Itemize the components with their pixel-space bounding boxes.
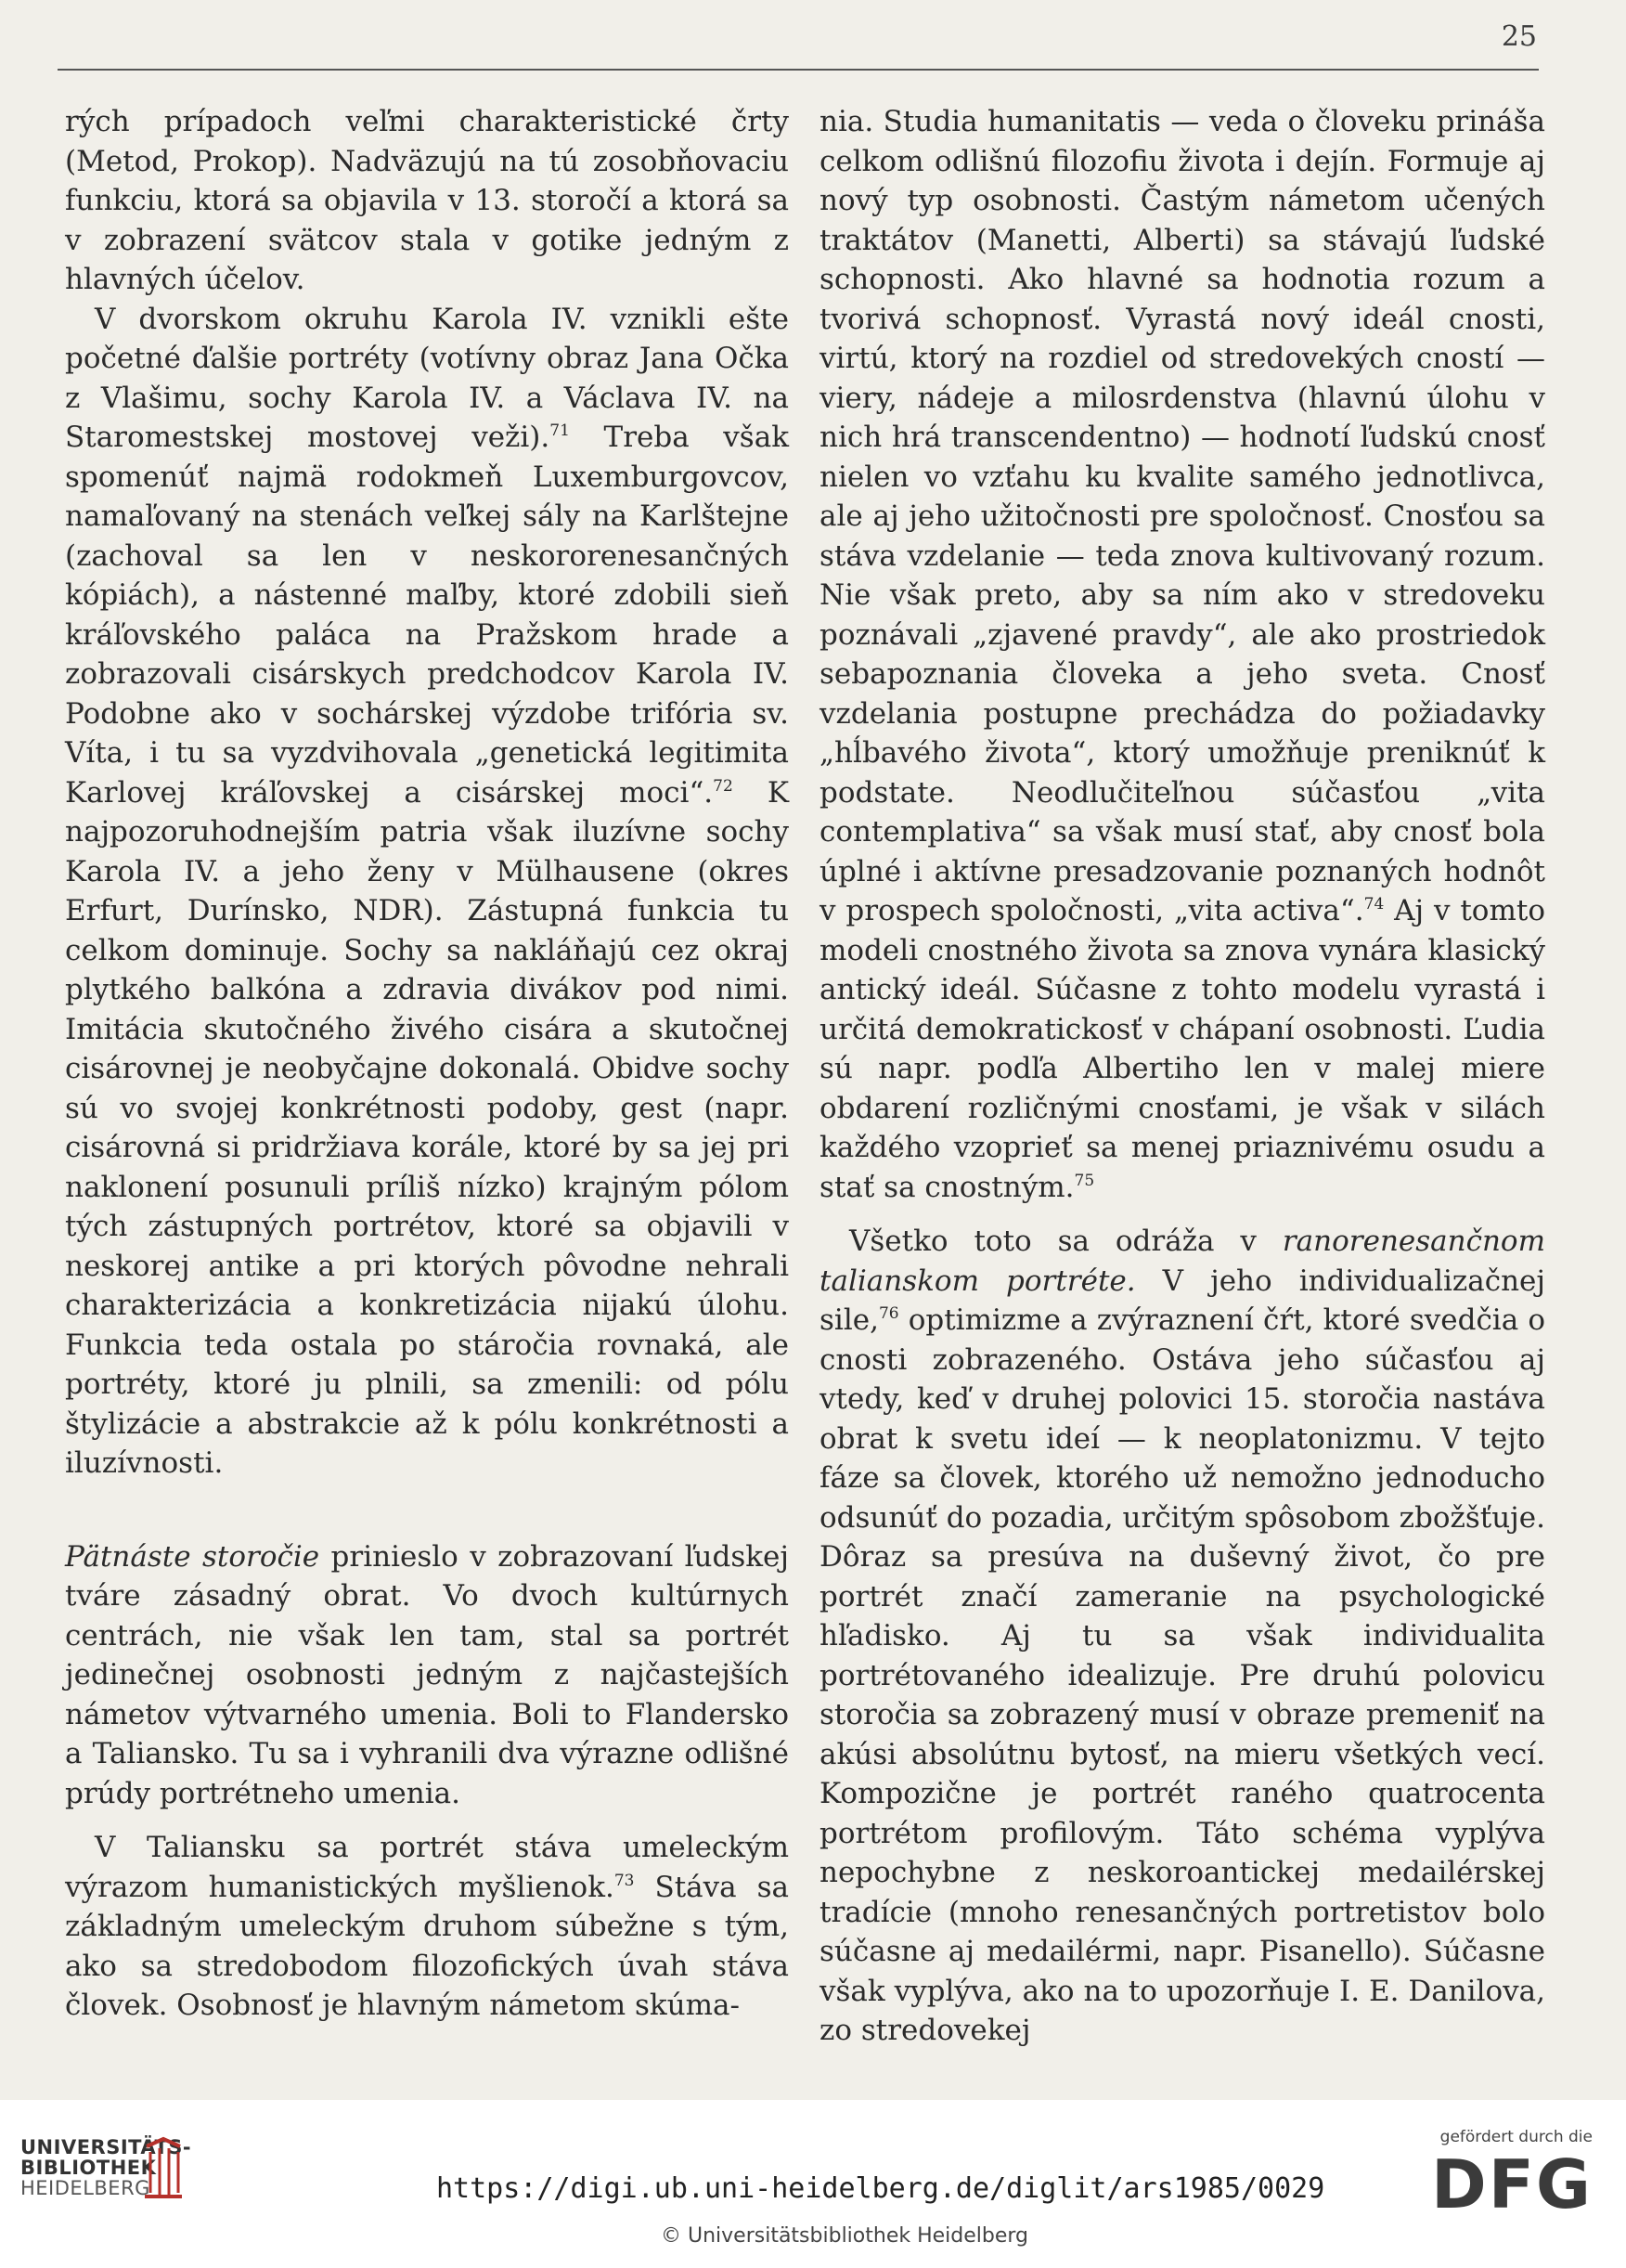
paragraph-3-text: prinieslo v zobrazovaní ľudskej tváre zásadný obrat. Vo dvoch kultúrnych centrách, nie však len tam, stal sa portrét jedinečnej osobnosti jedným z najčastejších námetov výtvarného umenia. Boli to Flandersko a Taliansko. Tu sa i vyhranili dva výrazne odlišné prúdy portrétneho umenia. (65, 1539, 789, 1810)
paragraph-6-text-a: Všetko toto sa odráža v (849, 1225, 1283, 1258)
library-name-line-2: BIBLIOTHEK (20, 2157, 157, 2179)
paragraph-4 (65, 1828, 789, 2026)
footnote-ref-72[interactable]: 72 (713, 776, 733, 796)
paragraph-2-text-c: K najpozoruhodnejším patria však iluzívne sochy Karola IV. a jeho ženy v Mülhausene (okres Erfurt, Durínsko, NDR). Zástupná funkcia tu celkom dominuje. Sochy sa nakláňajú cez okraj plytkého balkóna a zdravia divákov pod nimi. Imitácia skutočného živého cisára a skutočnej cisárovnej je neobyčajne dokonalá. Obidve sochy sú vo svojej konkrétnosti podoby, gest (napr. cisárovná si pridržiava korále, ktoré by sa jej pri naklonení posunuli príliš nízko) krajným pólom tých zástupných portrétov, ktoré sa objavili v neskorej antike a pri ktorých pôvodne nehrali charakterizácia a konkretizácia nijakú úlohu. Funkcia teda ostala po stáročia rovnaká, ale portréty, ktoré ju plnili, sa zmenili: od pólu štylizácie a abstrakcie až k pólu konkrétnosti a iluzívnosti. (65, 775, 789, 1480)
paragraph-5-text-b: Aj v tomto modeli cnostného života sa znova vynára klasický antický ideál. Súčasne z tohto modelu vyrastá i určitá demokratickosť v chápaní osobnosti. Ľudia sú napr. podľa Albertiho len v malej miere obdarení rozličnými cnosťami, je však v silách každého vzoprieť sa menej priaznivému osudu a stať sa cnostným. (819, 894, 1545, 1204)
footnote-ref-76[interactable]: 76 (878, 1304, 899, 1323)
paragraph-2-text-a: V dvorskom okruhu Karola IV. vznikli ešte početné ďalšie portréty (votívny obraz Jana Očka z Vlašimu, sochy Karola IV. a Václava IV. na Staromestskej mostovej veži). (65, 302, 789, 454)
footnote-ref-74[interactable]: 74 (1363, 895, 1385, 914)
paragraph-6-italic: ranorenesančnom talianskom portréte. (819, 1225, 1545, 1298)
right-column (819, 102, 1545, 2051)
paragraph-4-text-a: V Taliansku sa portrét stáva umeleckým výrazom humanistických myšlienok. (65, 1831, 789, 1904)
viewer-footer (0, 2100, 1626, 2268)
library-name-line-3: HEIDELBERG (20, 2177, 150, 2199)
paragraph-5 (819, 102, 1545, 1207)
permalink-url[interactable]: https://digi.ub.uni-heidelberg.de/diglit/ars1985/0029 (436, 2172, 1325, 2205)
library-name-line-1: UNIVERSITÄTS- (20, 2136, 192, 2158)
page-number: 25 (1501, 20, 1537, 53)
footnote-ref-71[interactable]: 71 (549, 421, 570, 440)
copyright-notice: © Universitätsbibliothek Heidelberg (661, 2224, 1029, 2248)
ub-heidelberg-logo-icon (141, 2135, 186, 2200)
paragraph-6-text-b: V jeho individualizačnej sile, (819, 1264, 1545, 1337)
paragraph-1-text: rých prípadoch veľmi charakteristické črty (Metod, Prokop). Nadväzujú na tú zosobňovaciu funkciu, ktorá sa objavila v 13. storočí a ktorá sa v zobrazení svätcov stala v gotike jedným z hlavných účelov. (65, 105, 789, 296)
footnote-ref-73[interactable]: 73 (613, 1871, 635, 1890)
paragraph-1 (65, 102, 789, 300)
paragraph-3-italic: Pätnáste storočie (65, 1539, 320, 1574)
header-rule (58, 69, 1539, 71)
funding-caption: gefördert durch die (1439, 2128, 1593, 2146)
paragraph-4-text-b: Stáva sa základným umeleckým druhom súbežne s tým, ako sa stredobodom filozofických úvah stáva človek. Osobnosť je hlavným námetom skúma- (65, 1870, 789, 2022)
paragraph-2 (65, 300, 789, 1484)
paragraph-3 (65, 1537, 789, 1814)
paragraph-6 (819, 1222, 1545, 2051)
footnote-ref-75[interactable]: 75 (1074, 1171, 1095, 1190)
paragraph-6-text-c: optimizme a zvýraznení čŕt, ktoré svedčia o cnosti zobrazeného. Ostáva jeho súčasťou aj vtedy, keď v druhej polovici 15. storočia nastáva obrat k svetu ideí — k neoplatonizmu. V tejto fáze sa človek, ktorého už nemožno jednoducho odsunúť do pozadia, určitým spôsobom zbožšťuje. Dôraz sa presúva na duševný život, čo pre portrét značí zameranie na psychologické hľadisko. Aj tu sa však individualita portrétovaného idealizuje. Pre druhú polovicu storočia sa zobrazený musí v obraze premeniť na akúsi absolútnu bytosť, na mieru všetkých vecí. Kompozične je portrét raného quatrocenta portrétom profilovým. Táto schéma vyplýva nepochybne z neskoroantickej medailérskej tradície (mnoho renesančných portretistov bolo súčasne aj medailérmi, napr. Pisanello). Súčasne však vyplýva, ako na to upozorňuje I. E. Danilova, zo stredovekej (819, 1303, 1545, 2047)
paragraph-5-text-a: nia. Studia humanitatis — veda o človeku prináša celkom odlišnú filozofiu života i dejín. Formuje aj nový typ osobnosti. Častým námetom učených traktátov (Manetti, Alberti) sa stávajú ľudské schopnosti. Ako hlavné sa hodnotia rozum a tvorivá schopnosť. Vyrastá nový ideál cnosti, virtú, ktorý na rozdiel od stredovekých cností — viery, nádeje a milosrdenstva (hlavnú úlohu v nich hrá transcendentno) — hodnotí ľudskú cnosť nielen vo vzťahu ku kvalite samého jednotlivca, ale aj jeho užitočnosti pre spoločnosť. Cnosťou sa stáva vzdelanie — teda znova kultivovaný rozum. Nie však preto, aby sa ním ako v stredoveku poznávali „zjavené pravdy“, ale ako prostriedok sebapoznania človeka a jeho sveta. Cnosť vzdelania postupne prechádza do požiadavky „hĺbavého života“, ktorý umožňuje preniknúť k podstate. Neodlučiteľnou súčasťou „vita contemplativa“ sa však musí stať, aby cnosť bola úplné i aktívne presadzovanie poznaných hodnôt v prospech spoločnosti, „vita activa“. (819, 105, 1545, 927)
paragraph-2-text-b: Treba však spomenúť najmä rodokmeň Luxemburgovcov, namaľovaný na stenách veľkej sály na Karlštejne (zachoval sa len v neskororenesančných kópiách), a nástenné maľby, ktoré zdobili sieň kráľovského paláca na Pražskom hrade a zobrazovali cisárskych predchodcov Karola IV. Podobne ako v sochárskej výzdobe trifória sv. Víta, i tu sa vyzdvihovala „genetická legitimita Karlovej kráľovskej a cisárskej moci“. (65, 421, 789, 810)
left-column (65, 102, 789, 2026)
dfg-funding[interactable] (1430, 2128, 1593, 2223)
dfg-logo: DFG (1430, 2145, 1593, 2223)
